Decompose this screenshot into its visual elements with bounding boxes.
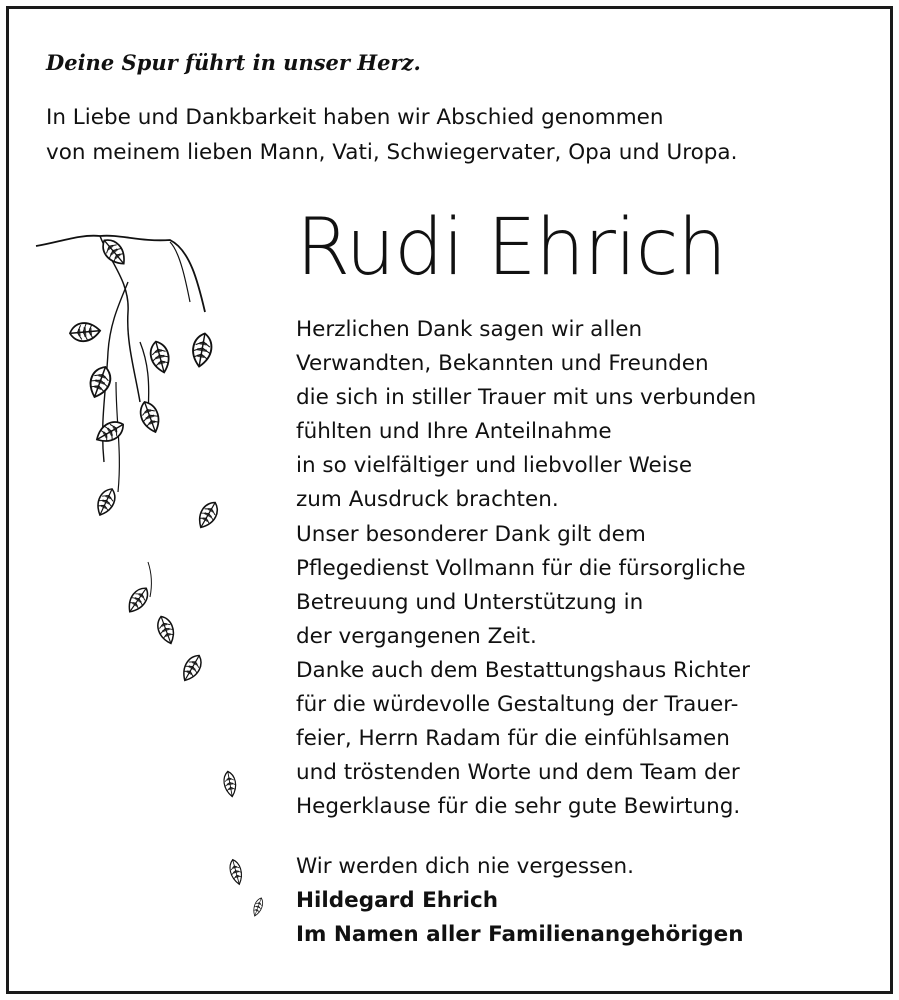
text-line: Pflegedienst Vollmann für die fürsorgliche	[296, 555, 746, 581]
text-line: Unser besonderer Dank gilt dem	[296, 521, 646, 547]
closing-line: Wir werden dich nie vergessen.	[296, 854, 634, 879]
intro-text	[46, 100, 737, 170]
closing-block	[296, 850, 744, 952]
text-line: und tröstenden Worte und dem Team der	[296, 760, 740, 786]
text-line: für die würdevolle Gestaltung der Trauer-	[296, 692, 739, 718]
intro-line: von meinem lieben Mann, Vati, Schwiegervater, Opa und Uropa.	[46, 140, 738, 165]
text-line: der vergangenen Zeit.	[296, 623, 537, 649]
birch-branch-illustration	[30, 222, 280, 932]
signer-name: Hildegard Ehrich	[296, 888, 499, 913]
thank-you-text	[296, 313, 756, 824]
motto: Deine Spur führt in unser Herz.	[46, 50, 421, 75]
text-line: Hegerklause für die sehr gute Bewirtung.	[296, 794, 741, 820]
text-line: die sich in stiller Trauer mit uns verbunden	[296, 385, 757, 411]
text-line: Betreuung und Unterstützung in	[296, 589, 644, 615]
deceased-name: Rudi Ehrich	[296, 203, 726, 293]
text-line: zum Ausdruck brachten.	[296, 487, 559, 513]
family-signature: Im Namen aller Familienangehörigen	[296, 922, 744, 947]
text-line: Danke auch dem Bestattungshaus Richter	[296, 657, 750, 683]
text-line: Herzlichen Dank sagen wir allen	[296, 317, 643, 342]
text-line: in so vielfältiger und liebvoller Weise	[296, 453, 693, 479]
text-line: fühlten und Ihre Anteilnahme	[296, 419, 612, 445]
text-line: Verwandten, Bekannten und Freunden	[296, 351, 709, 377]
text-line: feier, Herrn Radam für die einfühlsamen	[296, 726, 730, 752]
intro-line: In Liebe und Dankbarkeit haben wir Abschied genommen	[46, 105, 664, 130]
